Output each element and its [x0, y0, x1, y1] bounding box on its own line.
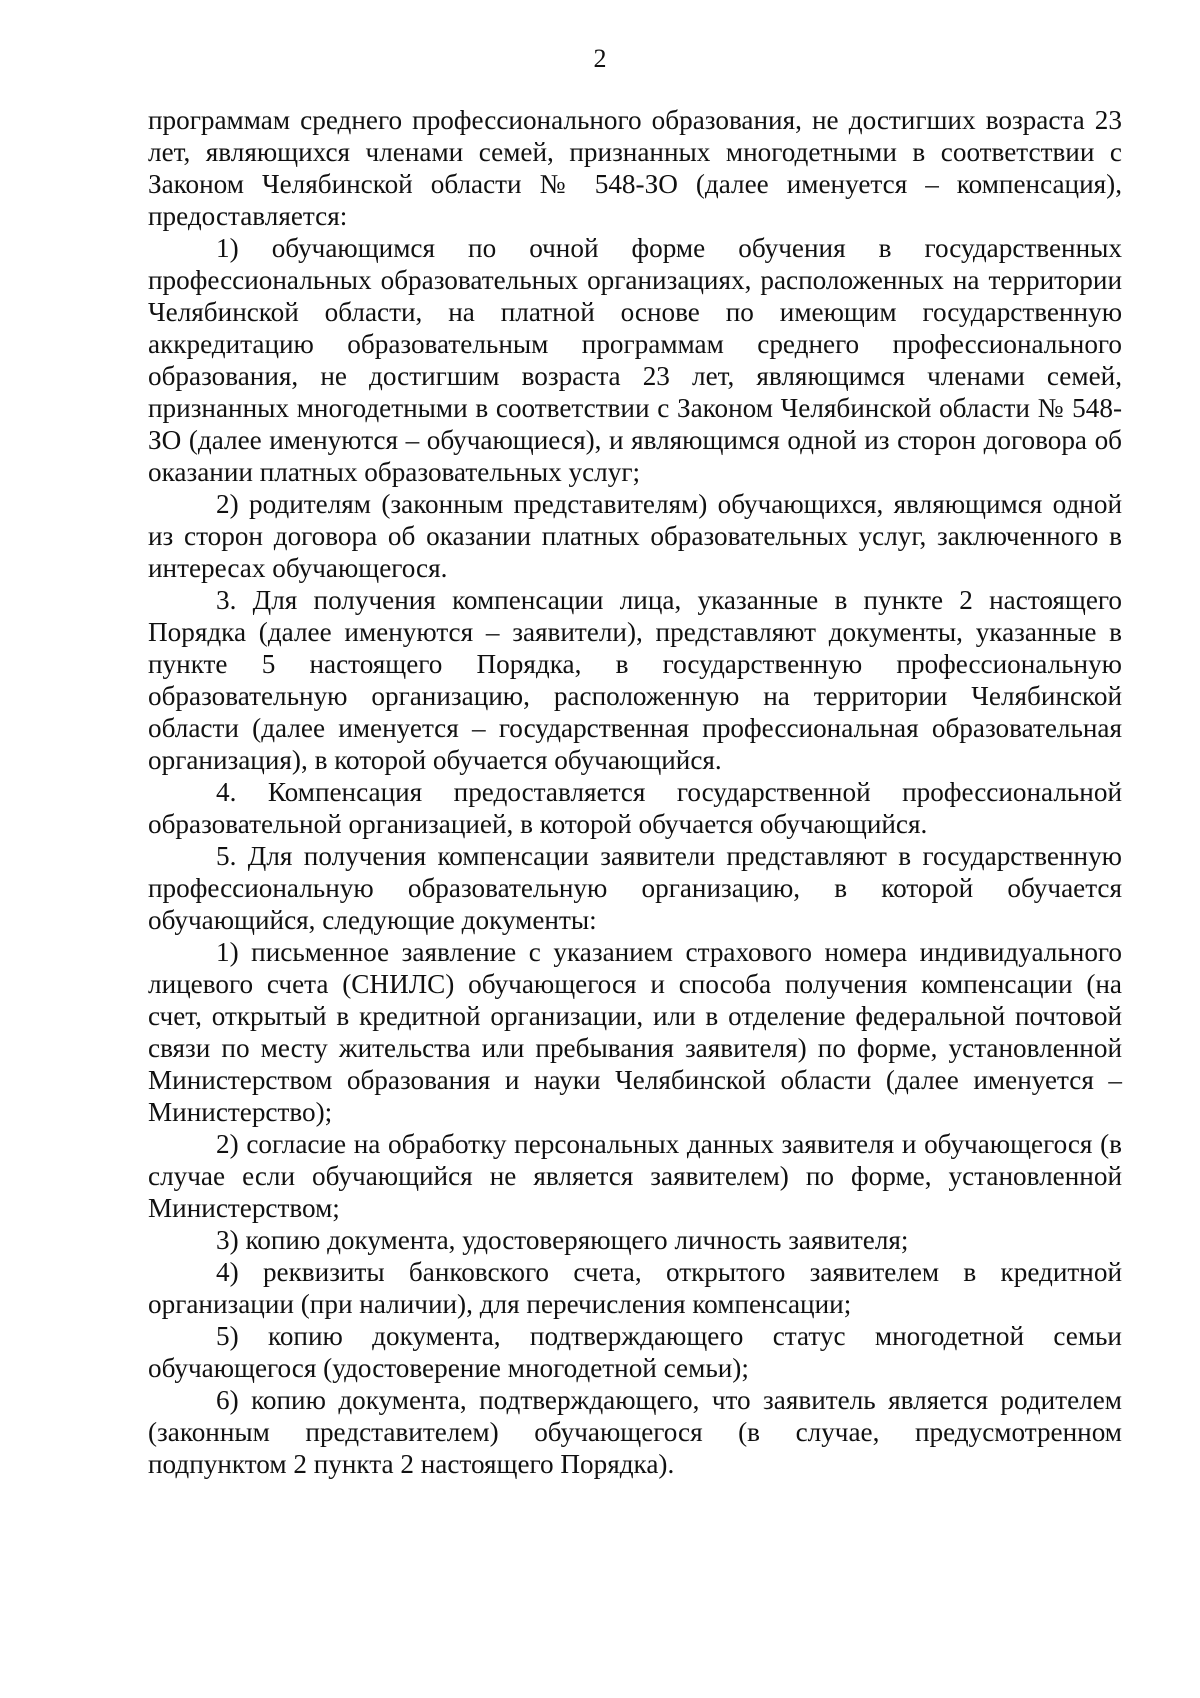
- paragraph-doc-4-bank-details: 4) реквизиты банковского счета, открытого заявителем в кредитной организации (при наличии), для перечисления компенсации;: [148, 1257, 1122, 1319]
- paragraph-continuation: программам среднего профессионального образования, не достигших возраста 23 лет, являющихся членами семей, признанных многодетными в соответствии с Законом Челябинской области № 548-ЗО (далее именуется – компенсация), предоставляется:: [148, 105, 1122, 231]
- document-body: [148, 104, 1122, 1480]
- page-number: 2: [593, 44, 607, 73]
- paragraph-doc-6-parent-status: 6) копию документа, подтверждающего, что заявитель является родителем (законным представителем) обучающегося (в случае, предусмотренном подпунктом 2 пункта 2 настоящего Порядка).: [148, 1385, 1122, 1479]
- paragraph-doc-2-consent: 2) согласие на обработку персональных данных заявителя и обучающегося (в случае если обучающийся не является заявителем) по форме, установленной Министерством;: [148, 1129, 1122, 1223]
- paragraph-item-4: 4. Компенсация предоставляется государственной профессиональной образовательной организацией, в которой обучается обучающийся.: [148, 777, 1122, 839]
- paragraph-item-5: 5. Для получения компенсации заявители представляют в государственную профессиональную образовательную организацию, в которой обучается обучающийся, следующие документы:: [148, 841, 1122, 935]
- paragraph-doc-3-identity: 3) копию документа, удостоверяющего личность заявителя;: [216, 1225, 909, 1255]
- paragraph-subitem-1-students: 1) обучающимся по очной форме обучения в государственных профессиональных образовательных организациях, расположенных на территории Челябинской области, на платной основе по имеющим государственную аккредитацию образовательным программам среднего профессионального образования, не достигшим возраста 23 лет, являющимся членами семей, признанных многодетными в соответствии с Законом Челябинской области № 548-ЗО (далее именуются – обучающиеся), и являющимся одной из сторон договора об оказании платных образовательных услуг;: [148, 233, 1122, 487]
- paragraph-doc-1-application: 1) письменное заявление с указанием страхового номера индивидуального лицевого счета (СНИЛС) обучающегося и способа получения компенсации (на счет, открытый в кредитной организации, или в отделение федеральной почтовой связи по месту жительства или пребывания заявителя) по форме, установленной Министерством образования и науки Челябинской области (далее именуется – Министерство);: [148, 937, 1122, 1127]
- paragraph-item-3: 3. Для получения компенсации лица, указанные в пункте 2 настоящего Порядка (далее именуются – заявители), представляют документы, указанные в пункте 5 настоящего Порядка, в государственную профессиональную образовательную организацию, расположенную на территории Челябинской области (далее именуется – государственная профессиональная образовательная организация), в которой обучается обучающийся.: [148, 585, 1122, 775]
- paragraph-subitem-2-parents: 2) родителям (законным представителям) обучающихся, являющимся одной из сторон договора об оказании платных образовательных услуг, заключенного в интересах обучающегося.: [148, 489, 1122, 583]
- paragraph-doc-5-large-family: 5) копию документа, подтверждающего статус многодетной семьи обучающегося (удостоверение многодетной семьи);: [148, 1321, 1122, 1383]
